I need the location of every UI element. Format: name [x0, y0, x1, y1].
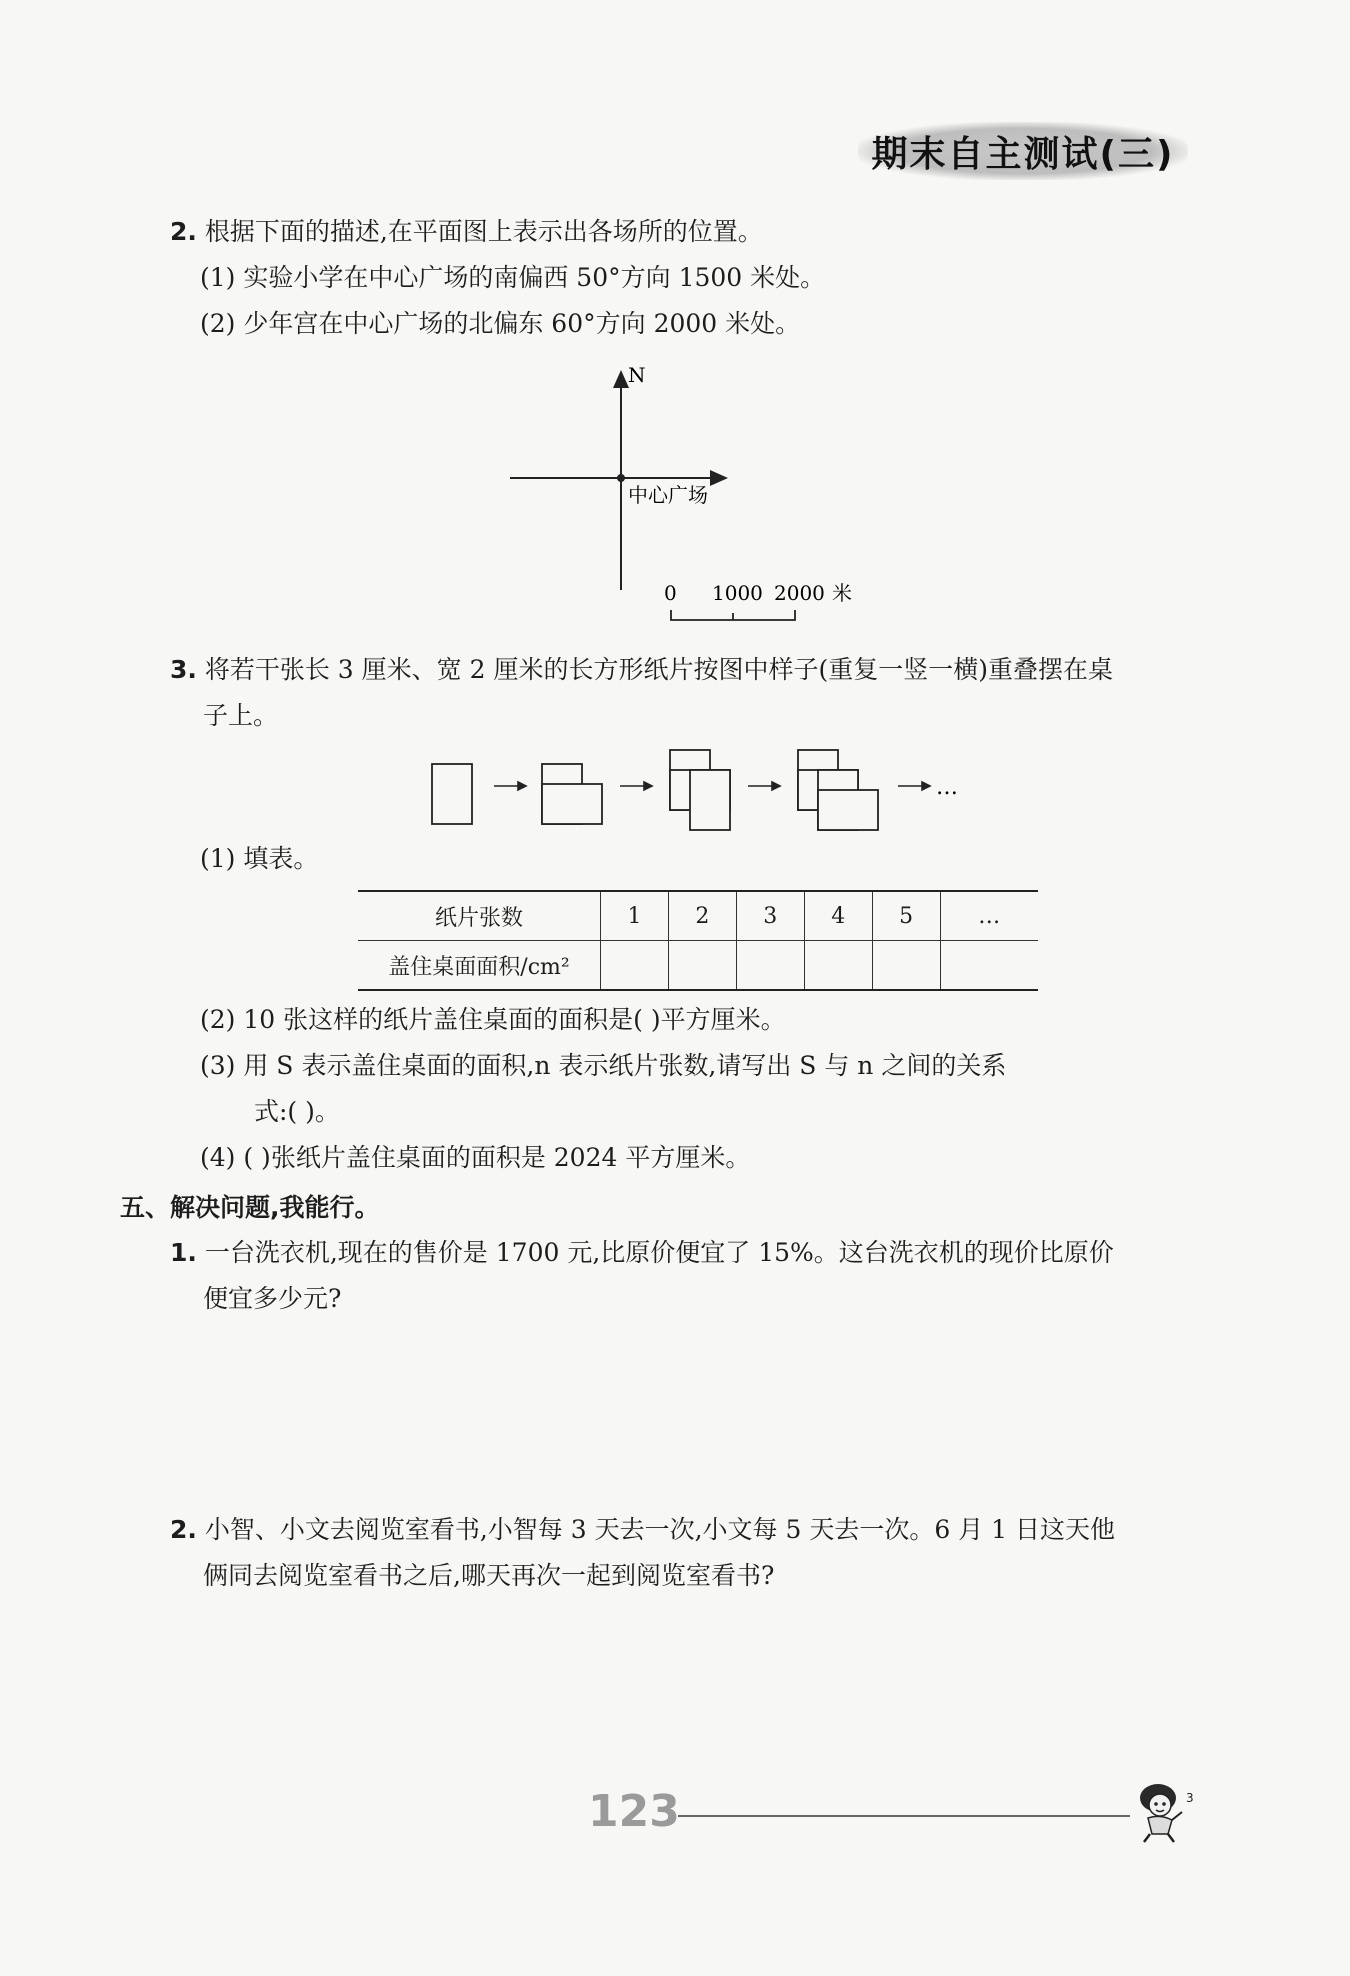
table-cell: 4 [804, 891, 872, 941]
table-cell: 2 [668, 891, 736, 941]
s5-p2-number: 2. [170, 1515, 197, 1544]
q3-sub-1: (1) 填表。 [200, 844, 319, 873]
q2-prompt [170, 215, 763, 249]
s5-p2-line-1: 小智、小文去阅览室看书,小智每 3 天去一次,小文每 5 天去一次。6 月 1 日这天他 [204, 1515, 1116, 1544]
s5-p1-answer-space[interactable] [203, 1330, 1193, 1500]
table-cell: 1 [601, 891, 669, 941]
s5-p2-line-2: 俩同去阅览室看书之后,哪天再次一起到阅览室看书? [203, 1561, 775, 1590]
mascot-icon [1128, 1778, 1198, 1848]
compass-diagram [500, 360, 900, 630]
q2-item-2: (2) 少年宫在中心广场的北偏东 60°方向 2000 米处。 [200, 309, 801, 338]
header-title: 期末自主测试(三) [871, 133, 1175, 175]
s5-p1-number: 1. [170, 1238, 197, 1267]
row2-label: 盖住桌面面积/cm² [358, 941, 601, 991]
fill-in-table [358, 890, 1038, 991]
table-cell: … [940, 891, 1038, 941]
s5-problem-1 [170, 1236, 1114, 1270]
svg-text:3: 3 [1186, 1791, 1194, 1805]
stage-2-rect-b [542, 784, 602, 824]
rectangle-sequence-figure [420, 740, 980, 840]
center-label: 中心广场 [628, 483, 708, 507]
q3-sub-2: (2) 10 张这样的纸片盖住桌面的面积是( )平方厘米。 [200, 1005, 786, 1034]
page-number: 123 [588, 1786, 680, 1837]
scale-label-1000: 1000 [712, 581, 763, 605]
q2-text: 根据下面的描述,在平面图上表示出各场所的位置。 [204, 217, 763, 246]
scale-unit: 米 [832, 581, 852, 605]
answer-cell[interactable] [668, 941, 736, 991]
scale-bar [671, 610, 795, 620]
footer-rule [678, 1815, 1130, 1817]
s5-p2-answer-space[interactable] [203, 1610, 1193, 1770]
q3-sub-3-line-2: 式:( )。 [254, 1097, 340, 1126]
north-label: N [628, 363, 646, 387]
answer-cell[interactable] [872, 941, 940, 991]
q3-sub-3-line-1: (3) 用 S 表示盖住桌面的面积,n 表示纸片张数,请写出 S 与 n 之间的关系 [200, 1051, 1007, 1080]
table-cell: 5 [872, 891, 940, 941]
section-5-title: 五、解决问题,我能行。 [120, 1193, 380, 1222]
table-row [358, 941, 1038, 991]
stage-3-rect-c [690, 770, 730, 830]
q3-text-1: 将若干张长 3 厘米、宽 2 厘米的长方形纸片按图中样子(重复一竖一横)重叠摆在桌 [204, 655, 1113, 684]
q3-sub-4: (4) ( )张纸片盖住桌面的面积是 2024 平方厘米。 [200, 1143, 751, 1172]
stage-1-rect-a [432, 764, 472, 824]
answer-cell[interactable] [601, 941, 669, 991]
q3-text-2: 子上。 [203, 701, 279, 730]
q2-item-1: (1) 实验小学在中心广场的南偏西 50°方向 1500 米处。 [200, 263, 826, 292]
q3-number: 3. [170, 655, 197, 684]
table-cell: 3 [736, 891, 804, 941]
center-point [617, 474, 625, 482]
scale-label-0: 0 [664, 581, 677, 605]
table-row [358, 891, 1038, 941]
s5-problem-2 [170, 1513, 1115, 1547]
row1-label: 纸片张数 [358, 891, 601, 941]
answer-cell[interactable] [940, 941, 1038, 991]
q2-number: 2. [170, 217, 197, 246]
scale-label-2000: 2000 [774, 581, 825, 605]
answer-cell[interactable] [736, 941, 804, 991]
page-header [858, 122, 1188, 180]
stage-4-rect-d [818, 790, 878, 830]
sequence-ellipsis: … [936, 775, 958, 800]
s5-p1-line-2: 便宜多少元? [203, 1284, 342, 1313]
answer-cell[interactable] [804, 941, 872, 991]
s5-p1-line-1: 一台洗衣机,现在的售价是 1700 元,比原价便宜了 15%。这台洗衣机的现价比原价 [204, 1238, 1114, 1267]
q3-prompt [170, 653, 1113, 687]
